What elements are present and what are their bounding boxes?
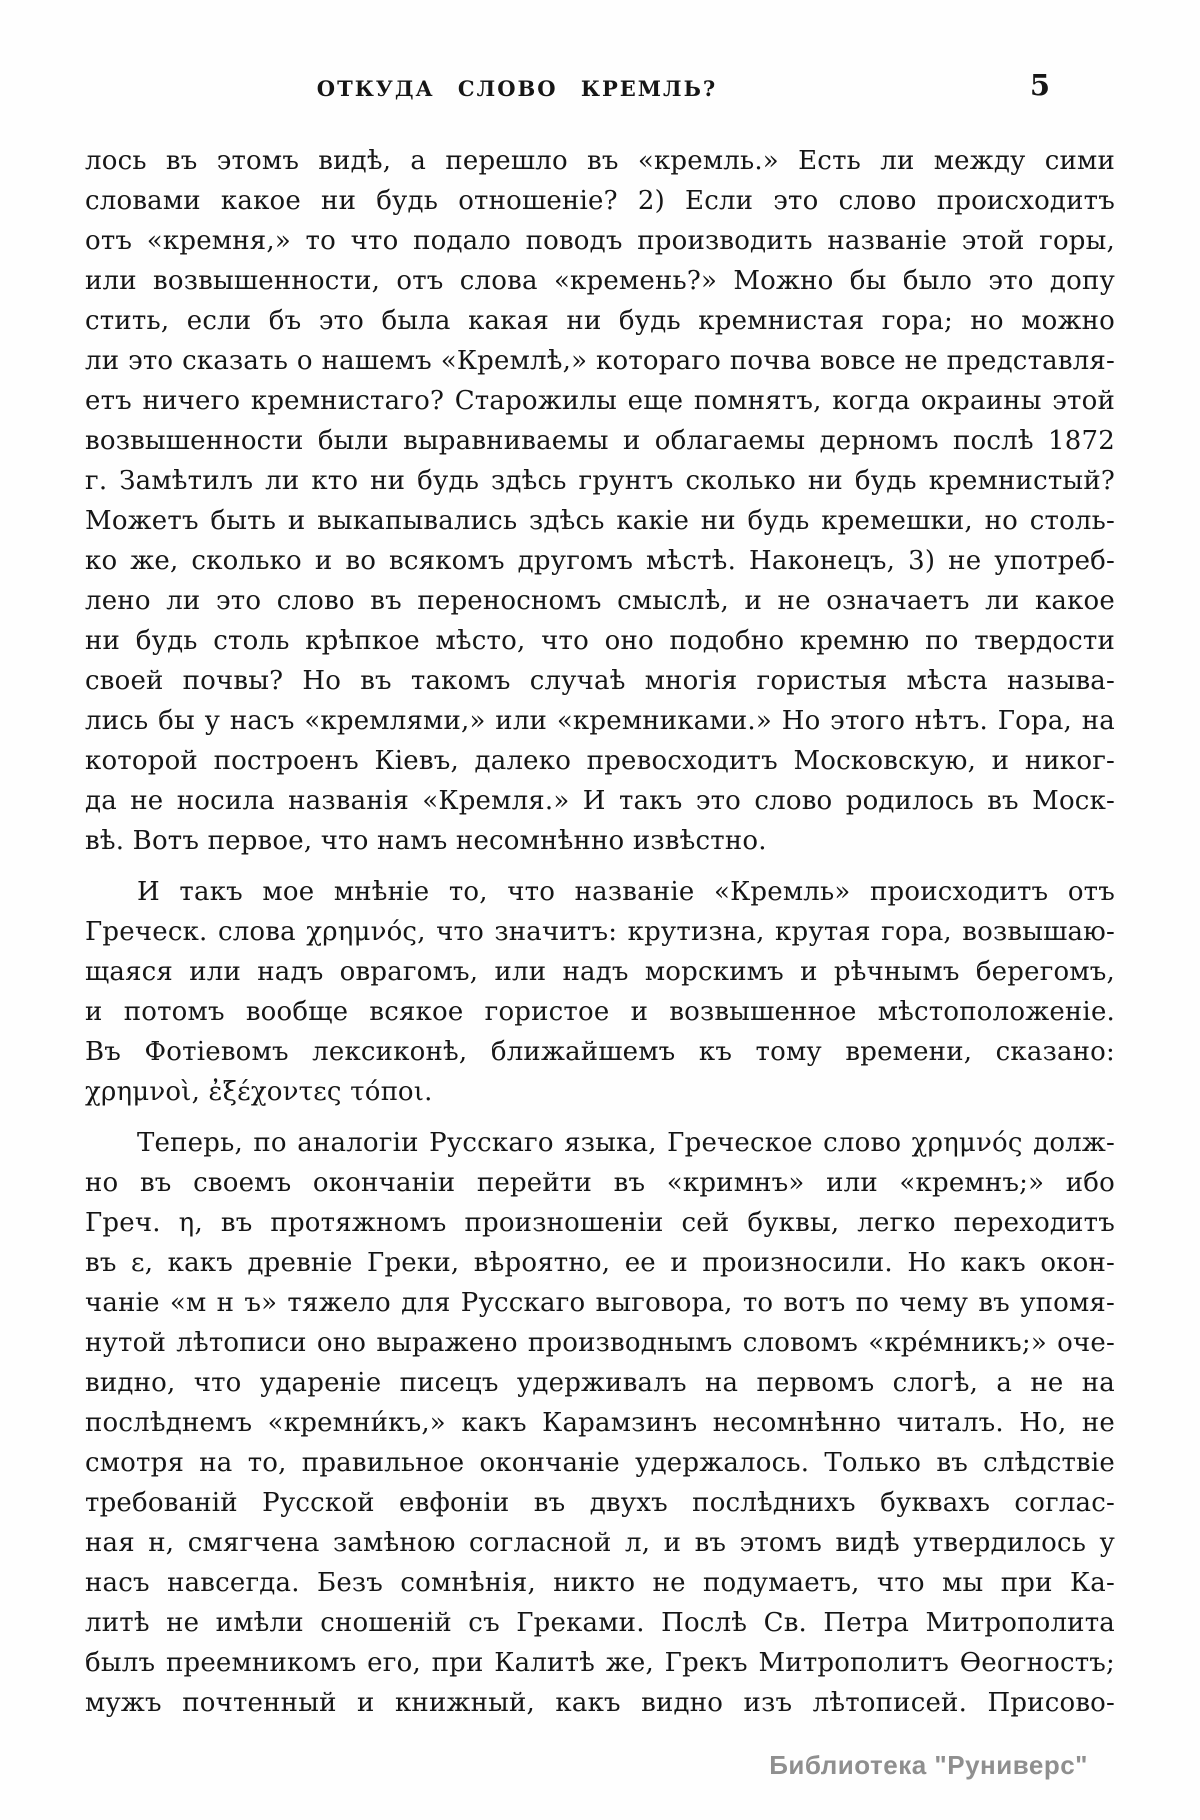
text-line: г. Замѣтилъ ли кто ни будь здѣсь грунтъ сколько ни будь кремнистый? (85, 466, 1115, 496)
text-line: И такъ мое мнѣніе то, что названіе «Кремль» происходитъ отъ (137, 877, 1115, 907)
text-line: χρημνοὶ, ἐξέχοντες τόποι. (85, 1077, 433, 1107)
paragraph-3 (85, 1123, 1115, 1723)
running-title: ОТКУДА СЛОВО КРЕМЛЬ? (316, 76, 718, 101)
page-number: 5 (1029, 68, 1050, 102)
text-line: лено ли это слово въ переносномъ смыслѣ, и не означаетъ ли какое (85, 586, 1115, 616)
paragraph-2 (85, 872, 1115, 1112)
text-line: отъ «кремня,» то что подало поводъ производить названіе этой горы, (85, 226, 1115, 256)
text-line: и потомъ вообще всякое гористое и возвышенное мѣстоположеніе. (85, 997, 1115, 1027)
text-line: вѣ. Вотъ первое, что намъ несомнѣнно извѣстно. (85, 826, 767, 856)
text-line: былъ преемникомъ его, при Калитѣ же, Грекъ Митрополитъ Ѳеогностъ; (85, 1648, 1115, 1678)
text-line: щаяся или надъ оврагомъ, или надъ морскимъ и рѣчнымъ берегомъ, (85, 957, 1115, 987)
text-line: нутой лѣтописи оно выражено производнымъ словомъ «кре́мникъ;» оче- (85, 1328, 1115, 1358)
text-line: мужъ почтенный и книжный, какъ видно изъ лѣтописей. Присово- (85, 1688, 1115, 1718)
text-line: видно, что удареніе писецъ удерживалъ на первомъ слогѣ, а не на (85, 1368, 1115, 1398)
text-line: насъ навсегда. Безъ сомнѣнія, никто не подумаетъ, что мы при Ка- (85, 1568, 1115, 1598)
text-line: да не носила названія «Кремля.» И такъ это слово родилось въ Моск- (85, 786, 1115, 816)
page-header (85, 68, 1115, 114)
page-body (85, 141, 1115, 1723)
text-line: Въ Фотіевомъ лексиконѣ, ближайшемъ къ тому времени, сказано: (85, 1037, 1115, 1067)
text-line: етъ ничего кремнистаго? Старожилы еще помнятъ, когда окраины этой (85, 386, 1115, 416)
text-line: въ ε, какъ древніе Греки, вѣроятно, ее и произносили. Но какъ окон- (85, 1248, 1115, 1278)
text-line: своей почвы? Но въ такомъ случаѣ многія гористыя мѣста называ- (85, 666, 1115, 696)
text-line: стить, если бъ это была какая ни будь кремнистая гора; но можно (85, 306, 1115, 336)
paragraph-1 (85, 141, 1115, 861)
text-line: ко же, сколько и во всякомъ другомъ мѣстѣ. Наконецъ, 3) не употреб- (85, 546, 1115, 576)
text-line: послѣднемъ «кремни́къ,» какъ Карамзинъ несомнѣнно читалъ. Но, не (85, 1408, 1115, 1438)
text-line: ли это сказать о нашемъ «Кремлѣ,» котораго почва вовсе не представля- (85, 346, 1115, 376)
text-line: или возвышенности, отъ слова «кремень?» Можно бы было это допу (85, 266, 1115, 296)
text-line: Можетъ быть и выкапывались здѣсь какіе ни будь кремешки, но столь- (85, 506, 1115, 536)
watermark: Библиотека "Руниверс" (769, 1750, 1088, 1780)
text-line: но въ своемъ окончаніи перейти въ «кримнъ» или «кремнъ;» ибо (85, 1168, 1115, 1198)
text-line: требованій Русской евфоніи въ двухъ послѣднихъ буквахъ соглас- (85, 1488, 1115, 1518)
text-line: Греч. η, въ протяжномъ произношеніи сей буквы, легко переходитъ (85, 1208, 1115, 1238)
text-line: лось въ этомъ видѣ, а перешло въ «кремль.» Есть ли между сими (85, 146, 1115, 176)
text-line: Греческ. слова χρημνός, что значитъ: крутизна, крутая гора, возвышаю- (85, 917, 1115, 947)
text-line: смотря на то, правильное окончаніе удержалось. Только въ слѣдствіе (85, 1448, 1115, 1478)
text-line: возвышенности были выравниваемы и облагаемы дерномъ послѣ 1872 (85, 426, 1115, 456)
text-line: ни будь столь крѣпкое мѣсто, что оно подобно кремню по твердости (85, 626, 1115, 656)
text-line: чаніе «м н ъ» тяжело для Русскаго выговора, то вотъ по чему въ упомя- (85, 1288, 1115, 1318)
text-line: Теперь, по аналогіи Русскаго языка, Греческое слово χρημνός долж- (137, 1128, 1115, 1158)
text-line: ная н, смягчена замѣною согласной л, и въ этомъ видѣ утвердилось у (85, 1528, 1115, 1558)
text-line: словами какое ни будь отношеніе? 2) Если это слово происходитъ (85, 186, 1115, 216)
text-line: лись бы у насъ «кремлями,» или «кремниками.» Но этого нѣтъ. Гора, на (85, 706, 1115, 736)
text-line: которой построенъ Кіевъ, далеко превосходитъ Московскую, и никог- (85, 746, 1115, 776)
text-line: литѣ не имѣли сношеній съ Греками. Послѣ Св. Петра Митрополита (85, 1608, 1115, 1638)
